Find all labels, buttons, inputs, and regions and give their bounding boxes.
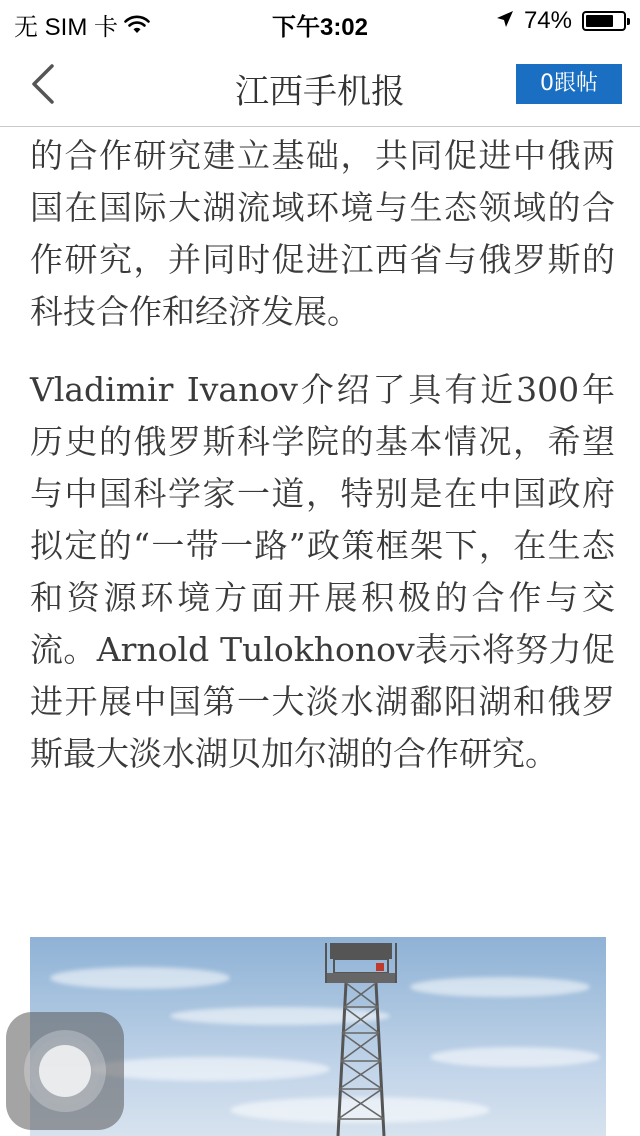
article-paragraph: Vladimir Ivanov介绍了具有近300年历史的俄罗斯科学院的基本情况，希望与中国科学家一道，特别是在中国政府拟定的“一带一路”政策框架下，在生态和资源环境方面开展积极的合作与交流。Arnold Tulokhonov表示将努力促进开展中国第一大淡水湖鄱阳湖和俄罗斯最大淡水湖贝加尔湖的合作研究。 — [30, 370, 615, 773]
battery-icon — [582, 11, 626, 31]
article-paragraph: 的合作研究建立基础，共同促进中俄两国在国际大湖流域环境与生态领域的合作研究，并同时促进江西省与俄罗斯的科技合作和经济发展。 — [30, 136, 615, 331]
article-body — [30, 130, 615, 806]
battery-percent: 74% — [523, 7, 572, 34]
assistive-touch-dot — [39, 1045, 91, 1097]
status-right — [496, 7, 626, 35]
nav-bar — [0, 40, 640, 127]
battery-cap — [627, 18, 630, 25]
status-bar — [0, 0, 640, 40]
page-title: 江西手机报 — [235, 72, 405, 112]
comment-count-button[interactable]: 0跟帖 — [516, 64, 622, 104]
assistive-touch-button[interactable] — [6, 1012, 124, 1130]
status-time: 下午3:02 — [271, 14, 369, 41]
battery-fill — [586, 15, 613, 27]
carrier-label: 无 SIM 卡 — [14, 14, 119, 41]
location-arrow-icon — [496, 7, 514, 35]
